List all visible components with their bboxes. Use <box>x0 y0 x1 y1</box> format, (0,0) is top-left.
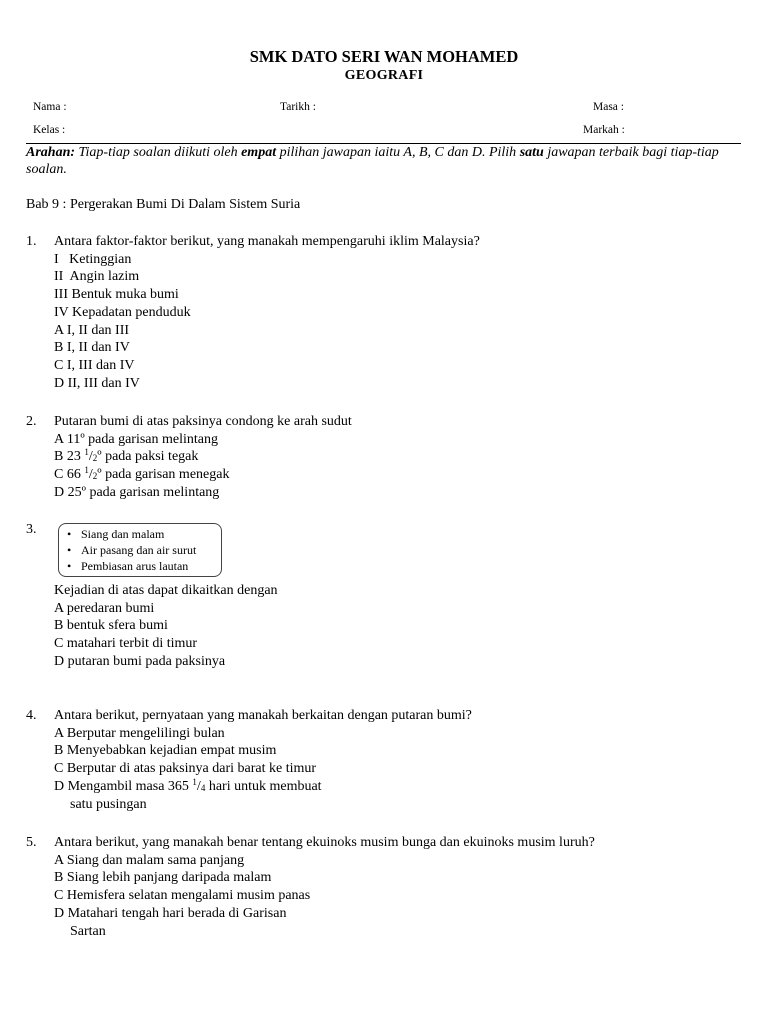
answer-option: B Menyebabkan kejadian empat musim <box>54 743 277 759</box>
box-item <box>59 558 221 574</box>
box-item <box>59 526 221 542</box>
fraction-numerator: 1 <box>84 465 89 476</box>
answer-option: D 25º pada garisan melintang <box>54 484 220 500</box>
box-item-text: Air pasang dan air surut <box>81 543 197 557</box>
answer-option: C matahari terbit di timur <box>54 636 198 652</box>
fraction-numerator: 1 <box>192 776 197 787</box>
statement-item: I Ketinggian <box>54 251 132 267</box>
statement-item: IV Kepadatan penduduk <box>54 304 191 320</box>
answer-option: B 23 $^1/_2º$ pada paksi tegak <box>54 447 199 465</box>
subject-title: GEOGRAFI <box>344 68 424 83</box>
answer-option: A I, II dan III <box>54 322 130 338</box>
option-text: º pada paksi tegak <box>97 449 199 465</box>
answer-option: C 66 $^1/_2º$ pada garisan menegak <box>54 465 230 483</box>
markah-field-label: Markah : <box>583 124 625 136</box>
box-item-text: Pembiasan arus lautan <box>81 559 189 573</box>
answer-option: A Berputar mengelilingi bulan <box>54 725 225 741</box>
bullet-icon: • <box>67 543 72 557</box>
answer-option: A 11º pada garisan melintang <box>54 431 219 447</box>
answer-option: C Berputar di atas paksinya dari barat ke timur <box>54 761 317 777</box>
question-number: 4. <box>26 708 37 723</box>
question-number: 2. <box>26 414 37 429</box>
question-number: 1. <box>26 234 37 249</box>
question-stem: Antara faktor-faktor berikut, yang manakah mempengaruhi iklim Malaysia? <box>54 234 480 249</box>
answer-option: B Siang lebih panjang daripada malam <box>54 870 272 886</box>
phenomena-box <box>58 523 222 577</box>
answer-option: B bentuk sfera bumi <box>54 618 168 634</box>
answer-option: C Hemisfera selatan mengalami musim panas <box>54 888 311 904</box>
option-text: hari untuk membuat <box>205 778 322 794</box>
question-stem: Putaran bumi di atas paksinya condong ke arah sudut <box>54 414 352 429</box>
answer-option: B I, II dan IV <box>54 340 130 356</box>
instruction-part: pilihan jawapan iaitu A, B, C dan D. Pilih <box>276 145 520 160</box>
answer-option-continuation: satu pusingan <box>70 796 147 812</box>
fraction-denominator: 4 <box>200 782 206 793</box>
instruction-emphasis: empat <box>241 145 277 160</box>
question-number: 5. <box>26 835 37 850</box>
question-stem: Kejadian di atas dapat dikaitkan dengan <box>54 583 278 598</box>
kelas-field-label: Kelas : <box>33 124 66 136</box>
box-item <box>59 542 221 558</box>
option-text: D Mengambil masa 365 <box>54 778 193 794</box>
answer-option: A peredaran bumi <box>54 600 155 616</box>
answer-option: A Siang dan malam sama panjang <box>54 852 245 868</box>
answer-option: D Matahari tengah hari berada di Garisan <box>54 905 287 921</box>
fraction-denominator: 2 <box>92 453 98 464</box>
instruction-emphasis: satu <box>519 145 544 160</box>
nama-field-label: Nama : <box>33 101 67 113</box>
question-stem: Antara berikut, yang manakah benar tentang ekuinoks musim bunga dan ekuinoks musim luruh? <box>54 835 595 850</box>
statement-item: III Bentuk muka bumi <box>54 287 179 303</box>
answer-option: C I, III dan IV <box>54 357 135 373</box>
fraction-denominator: 2 <box>92 471 98 482</box>
bullet-icon: • <box>67 527 72 541</box>
chapter-heading: Bab 9 : Pergerakan Bumi Di Dalam Sistem Suria <box>26 197 301 212</box>
bullet-icon: • <box>67 559 72 573</box>
tarikh-field-label: Tarikh : <box>280 101 316 113</box>
option-text: C 66 <box>54 467 85 483</box>
instruction-part: jawapan terbaik bagi tiap-tiap soalan. <box>26 145 719 177</box>
instruction-text <box>26 144 746 178</box>
masa-field-label: Masa : <box>593 101 624 113</box>
option-text: º pada garisan menegak <box>97 467 230 483</box>
fraction-numerator: 1 <box>84 447 89 458</box>
answer-option: D II, III dan IV <box>54 375 140 391</box>
answer-option: D Mengambil masa 365 $^1/_4$ hari untuk membuat <box>54 776 322 794</box>
question-number: 3. <box>26 522 37 537</box>
school-title: SMK DATO SERI WAN MOHAMED <box>249 47 519 66</box>
question-stem: Antara berikut, pernyataan yang manakah berkaitan dengan putaran bumi? <box>54 708 472 723</box>
instruction-label: Arahan: <box>26 145 76 160</box>
answer-option-continuation: Sartan <box>70 923 106 939</box>
answer-option: D putaran bumi pada paksinya <box>54 653 226 669</box>
option-text: B 23 <box>54 449 85 465</box>
statement-item: II Angin lazim <box>54 269 140 285</box>
box-item-text: Siang dan malam <box>81 527 165 541</box>
instruction-part: Tiap-tiap soalan diikuti oleh <box>75 145 242 160</box>
